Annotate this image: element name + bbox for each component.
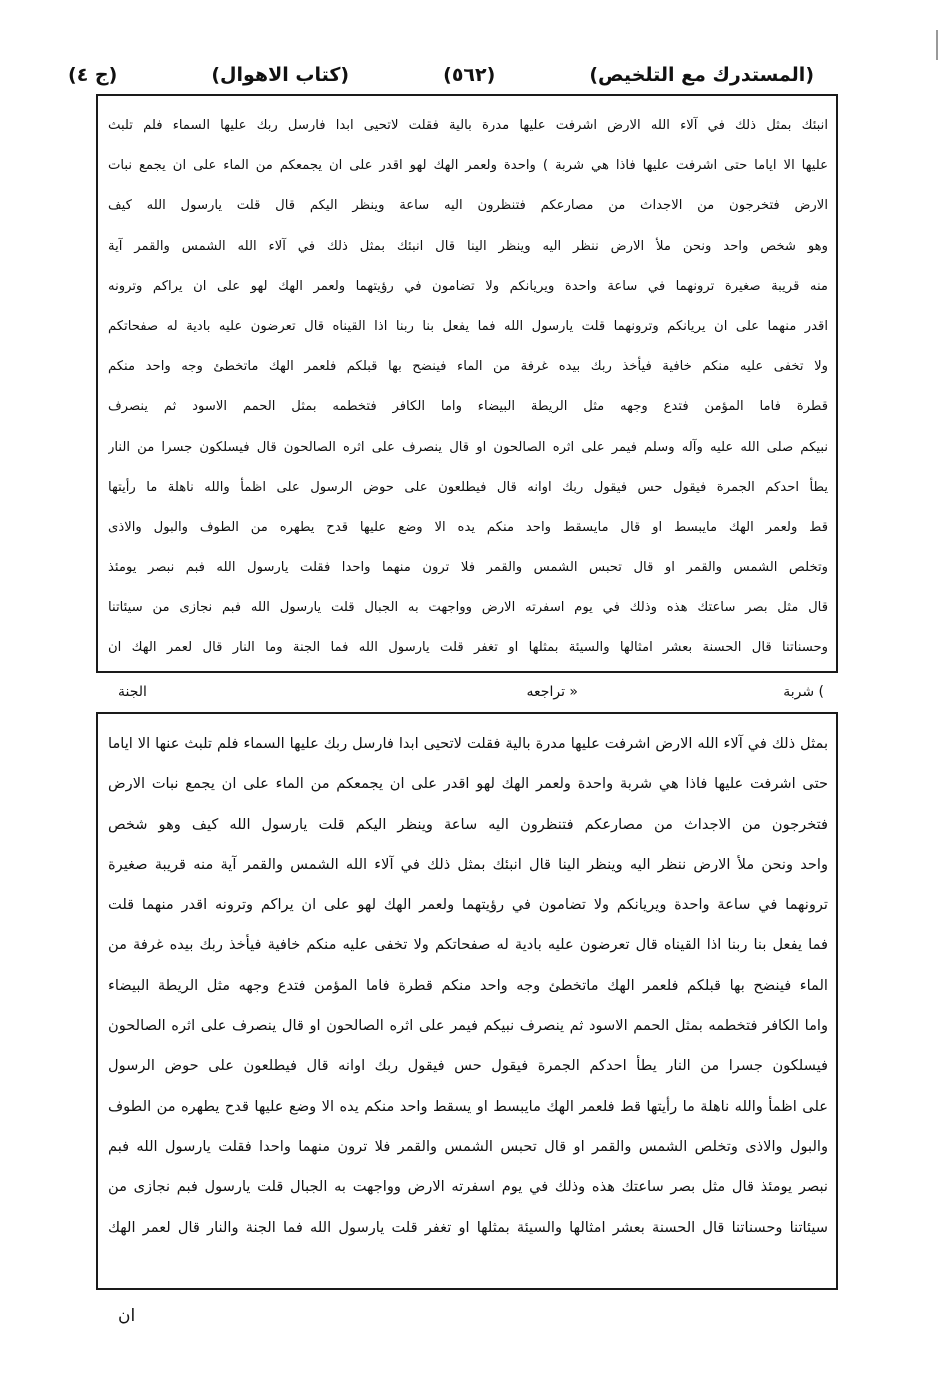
text-line: نبيكم صلى الله عليه وآله وسلم فيمر على اثره الصالحون او قال ينصرف على اثره الصالحون قال فيسلكون جسرا من النار	[108, 439, 828, 455]
page-header	[68, 58, 814, 92]
volume-number: (ج ٤)	[68, 64, 118, 86]
text-line: سيئاتنا وحسناتنا قال الحسنة بعشر امثالها والسيئة بمثلها او تغفر قلت يارسول الله فما الجنة والنار قال لعمر الهك	[108, 1218, 828, 1236]
margin-mark	[936, 30, 938, 60]
chapter-title: (كتاب الاهوال)	[211, 64, 350, 86]
catchword: ان	[118, 1306, 136, 1326]
talkhis-text	[108, 724, 828, 1248]
text-line: قط ولعمر الهك مايبسط او قال مايسقط واحد منكم يده الا وضع عليها قدح يطهره من الطوف والبول والاذى	[108, 519, 828, 535]
text-line: قال مثل بصر ساعتك هذه وذلك في يوم اسفرته الارض وواجهت به الجبال قلت يارسول الله فبم نجازى من سيئاتنا	[108, 600, 828, 616]
text-line: نبصر يومئذ قال مثل بصر ساعتك هذه وذلك في يوم اسفرته الارض وواجهت به الجبال قلت يارسول فبم نجازى من	[108, 1178, 828, 1196]
text-line: فما يفعل بنا ربنا اذا القيناه قال تعرضون عليه بادية له صفحاتكم ولا تخفى عليه منكم خافية فيأخذ ربك بيده غرفة من	[108, 936, 828, 954]
text-line: وحسناتنا قال الحسنة بعشر امثالها والسيئة بمثلها او تغفر قلت يارسول الله فما الجنة وما النار قال لعمر الهك ان	[108, 640, 828, 656]
text-line: يطأ احدكم الجمرة فيقول حس فيقول ربك اوانه قال فيطلعون على حوض الرسول على اظمأ والله ناهلة ما رأيتها	[108, 479, 828, 495]
footnote-strip	[96, 676, 838, 712]
text-line: ولا تخفى عليه منكم خافية فيأخذ ربك بيده غرفة من الماء فينضح بها قبلكم فلعمر الهك ماتخطئ وجه واحد منكم	[108, 359, 828, 375]
text-line: والبول والاذى وتخلص الشمس والقمر او قال تحبس الشمس والقمر فلا ترون منهما واحدا فقلت يارسول الله فبم	[108, 1137, 828, 1155]
text-line: حتى اشرفت عليها فاذا هي شربة واحدة ولعمر الهك لهو اقدر على ان يجمعكم من الماء على ان يجمع نبات الارض	[108, 775, 828, 793]
text-line: واما الكافر فتخطمه بمثل الحمم الاسود ثم ينصرف نبيكم فيمر على اثره الصالحون او قال ينصرف على اثره الصالحون	[108, 1017, 828, 1035]
text-line: وهو شخص واحد ونحن ملأ الارض ننظر اليه وينظر الينا قال انبئك بمثل ذلك في آلاء الله الشمس والقمر آية	[108, 238, 828, 254]
text-line: عليها الا اياما حتى اشرفت عليها فاذا هي شربة ) واحدة ولعمر الهك لهو اقدر على ان يجمعكم من الماء على ان يجمع نبات	[108, 158, 828, 174]
text-line: اقدر منهما على ان يريانكم وترونهما قلت يارسول الله فما يفعل بنا ربنا اذا القيناه قال تعرضون عليه بادية له صفحاتكم	[108, 318, 828, 334]
talkhis-text-box	[96, 712, 838, 1290]
text-line: بمثل ذلك في آلاء الله الارض اشرفت عليها مدرة بالية فقلت لاتحيى ابدا فارسل ربك عليها السماء فلم تلبث عنها الا اياما	[108, 735, 828, 752]
book-title: (المستدرك مع التلخيص)	[589, 64, 814, 86]
text-line: الارض فتخرجون من الاجداث من مصارعكم فتنظرون اليه ساعة وينظر اليكم قال قلت يارسول الله كيف	[108, 198, 828, 214]
text-line: فيسلكون جسرا من النار يطأ احدكم الجمرة فيقول حس فيقول ربك اوانه قال فيطلعون على حوض الرسول	[108, 1057, 828, 1075]
text-line: فتخرجون من الاجداث من مصارعكم فتنظرون اليه ساعة وينظر اليكم قلت يارسول الله كيف وهو شخص	[108, 815, 828, 833]
text-line: على اظمأ والله ناهلة ما رأيتها قط فلعمر الهك مايبسط او يسقط واحد منكم يده الا وضع عليها قدح يطهره من الطوف	[108, 1097, 828, 1115]
footnote-right: ) شربة	[783, 684, 824, 700]
main-text	[108, 106, 828, 669]
page-number: (٥٦٢)	[443, 64, 496, 86]
text-line: ترونهما في ساعة واحدة ويريانكم ولا تضامون في رؤيتهما ولعمر الهك لهو على ان يراكم وترونه اقدر منهما قلت	[108, 896, 828, 914]
text-line: منه قريبة صغيرة ترونهما في ساعة واحدة ويريانكم ولا تضامون في رؤيتهما ولعمر الهك لهو على ان يراكم وترونه	[108, 278, 828, 294]
text-line: وتخلص الشمس والقمر او قال تحبس الشمس والقمر فلا ترون منهما واحدا فقلت يارسول الله فبم نبصر يومئذ	[108, 560, 828, 576]
footnote-center: « تراجعه	[526, 684, 578, 700]
text-line: انبئك بمثل ذلك في آلاء الله الارض اشرفت عليها مدرة بالية فقلت لاتحيى ابدا فارسل ربك عليها السماء فلم تلبث	[108, 118, 828, 133]
footnote-left: الجنة	[118, 684, 147, 700]
text-line: الماء فينضح بها قبلكم فلعمر الهك ماتخطئ وجه واحد منكم قطرة فاما المؤمن فتدع وجهه مثل الريطة البيضاء	[108, 976, 828, 994]
text-line: واحد ونحن ملأ الارض ننظر اليه وينظر الينا قال انبئك بمثل ذلك في آلاء الله الشمس والقمر آية منه قريبة صغيرة	[108, 855, 828, 873]
text-line: قطرة فاما المؤمن فتدع وجهه مثل الريطة البيضاء واما الكافر فتخطمه بمثل الحمم الاسود ثم ينصرف	[108, 399, 828, 415]
main-text-box	[96, 94, 838, 673]
